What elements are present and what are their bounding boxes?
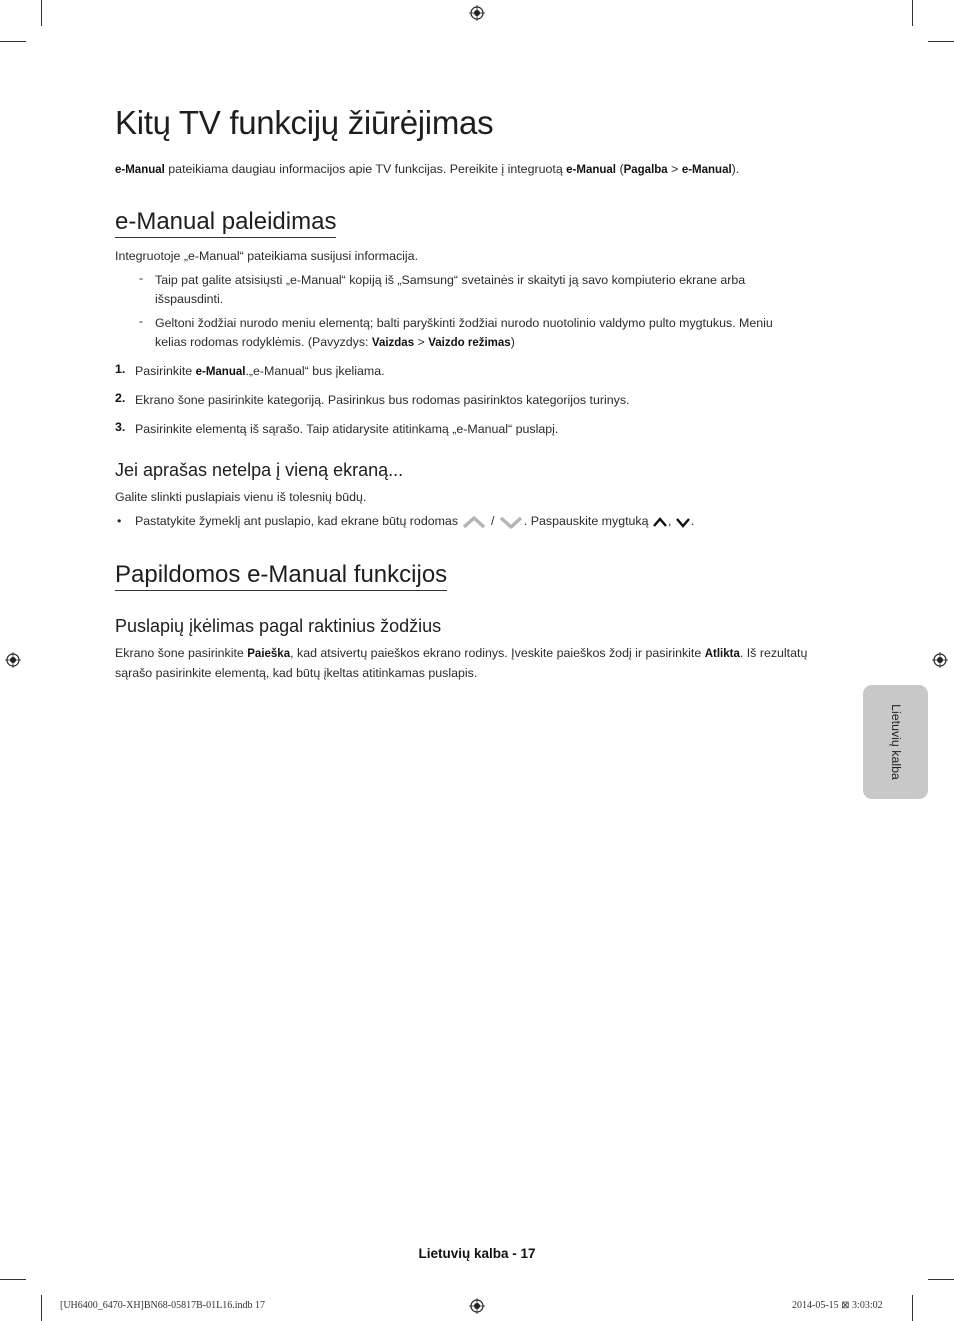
note-text: kelias rodomas rodyklėmis. (Pavyzdys: <box>155 335 372 349</box>
sub2-line: sąrašo pasirinkite elementą, kad būtų įkeltas atitinkamas puslapis. <box>115 666 478 680</box>
registration-mark-icon <box>469 5 485 21</box>
crop-mark <box>0 41 26 42</box>
menu-vaizdas: Vaizdas <box>371 337 415 349</box>
bullet-text: . <box>690 514 695 528</box>
bullet-text: Pastatykite žymeklį ant puslapio, kad ekrane būtų rodomas <box>135 514 459 528</box>
registration-mark-icon <box>5 652 21 668</box>
crop-mark <box>928 1279 954 1280</box>
print-info-left: [UH6400_6470-XH]BN68-05817B-01L16.indb 17 <box>60 1300 265 1311</box>
step-number: 1. <box>115 362 126 376</box>
note-text: ) <box>510 335 515 349</box>
menu-vaizdo-rezimas: Vaizdo režimas <box>428 337 511 349</box>
note-line: Geltoni žodžiai nurodo meniu elementą; balti paryškinti žodžiai nurodo nuotolinio valdymo pulto mygtukus. Meniu <box>155 316 773 330</box>
note-line <box>155 333 835 353</box>
step-number: 3. <box>115 420 126 434</box>
page-title: Kitų TV funkcijų žiūrėjimas <box>115 104 494 141</box>
step-number: 2. <box>115 391 126 405</box>
sub2-text: . Iš rezultatų <box>739 646 808 660</box>
note-dash: - <box>139 314 144 328</box>
crop-mark <box>41 1295 42 1321</box>
note-dash: - <box>139 271 144 285</box>
sub2-line <box>115 644 845 664</box>
subheading-scroll: Jei aprašas netelpa į vieną ekraną... <box>115 460 404 480</box>
note-text: > <box>414 335 429 349</box>
chevron-down-gray-icon <box>498 514 524 530</box>
crop-mark <box>912 1295 913 1321</box>
step-text: .„e-Manual“ bus įkeliama. <box>245 364 385 378</box>
crop-mark <box>0 1279 26 1280</box>
menu-paieska: Paieška <box>247 648 291 660</box>
bullet-item <box>135 512 694 531</box>
menu-atlikta: Atlikta <box>704 648 740 660</box>
sub1-paragraph: Galite slinkti puslapiais vienu iš tolesnių būdų. <box>115 490 367 504</box>
sub2-paragraph <box>115 644 845 683</box>
section1-paragraph: Integruotoje „e-Manual“ pateikiama susijusi informacija. <box>115 249 419 263</box>
section-heading-emanual-functions: Papildomos e-Manual funkcijos <box>115 561 447 591</box>
registration-mark-icon <box>932 652 948 668</box>
intro-text: > <box>667 162 682 176</box>
language-side-tab-label: Lietuvių kalba <box>888 704 903 780</box>
bullet-text: / <box>490 514 495 528</box>
intro-menu-help: Pagalba <box>623 164 668 176</box>
intro-menu-emanual: e-Manual <box>681 164 732 176</box>
sub2-text: , kad atsivertų paieškos ekrano rodinys. Įveskite paieškos žodį ir pasirinkite <box>290 646 705 660</box>
subheading-keyword-search: Puslapių įkėlimas pagal raktinius žodžius <box>115 616 442 636</box>
sub2-text: Ekrano šone pasirinkite <box>115 646 248 660</box>
step-text: Pasirinkite <box>135 364 196 378</box>
note-line: Taip pat galite atsisiųsti „e-Manual“ kopiją iš „Samsung“ svetainės ir skaityti ją savo kompiuterio ekrane arba <box>155 273 746 287</box>
intro-emanual: e-Manual <box>566 164 616 176</box>
bullet-text: , <box>667 514 672 528</box>
step-item <box>135 362 385 382</box>
bullet-mark: • <box>117 514 122 528</box>
step-emanual: e-Manual <box>195 366 246 378</box>
crop-mark <box>912 0 913 26</box>
crop-mark <box>928 41 954 42</box>
print-info-right: 2014-05-15 ⊠ 3:03:02 <box>792 1300 883 1311</box>
note-download <box>155 271 835 309</box>
section-heading-emanual-start: e-Manual paleidimas <box>115 208 336 238</box>
crop-mark <box>41 0 42 26</box>
intro-text: pateikiama daugiau informacijos apie TV funkcijas. Pereikite į integruotą <box>164 162 567 176</box>
chevron-up-icon <box>652 516 668 528</box>
page-footer: Lietuvių kalba - 17 <box>418 1246 536 1261</box>
intro-paragraph <box>115 160 739 180</box>
note-line: išspausdinti. <box>155 292 224 306</box>
step-item: Pasirinkite elementą iš sąrašo. Taip atidarysite atitinkamą „e-Manual“ puslapį. <box>135 422 559 436</box>
chevron-down-icon <box>675 516 691 528</box>
language-side-tab <box>863 685 928 799</box>
step-item: Ekrano šone pasirinkite kategoriją. Pasirinkus bus rodomas pasirinktos kategorijos turinys. <box>135 393 630 407</box>
registration-mark-icon <box>469 1298 485 1314</box>
intro-text: ( <box>616 162 624 176</box>
chevron-up-gray-icon <box>461 514 487 530</box>
bullet-text: . Paspauskite mygtuką <box>523 514 649 528</box>
note-colors <box>155 314 835 353</box>
intro-text: ). <box>731 162 740 176</box>
intro-emanual: e-Manual <box>115 164 165 176</box>
